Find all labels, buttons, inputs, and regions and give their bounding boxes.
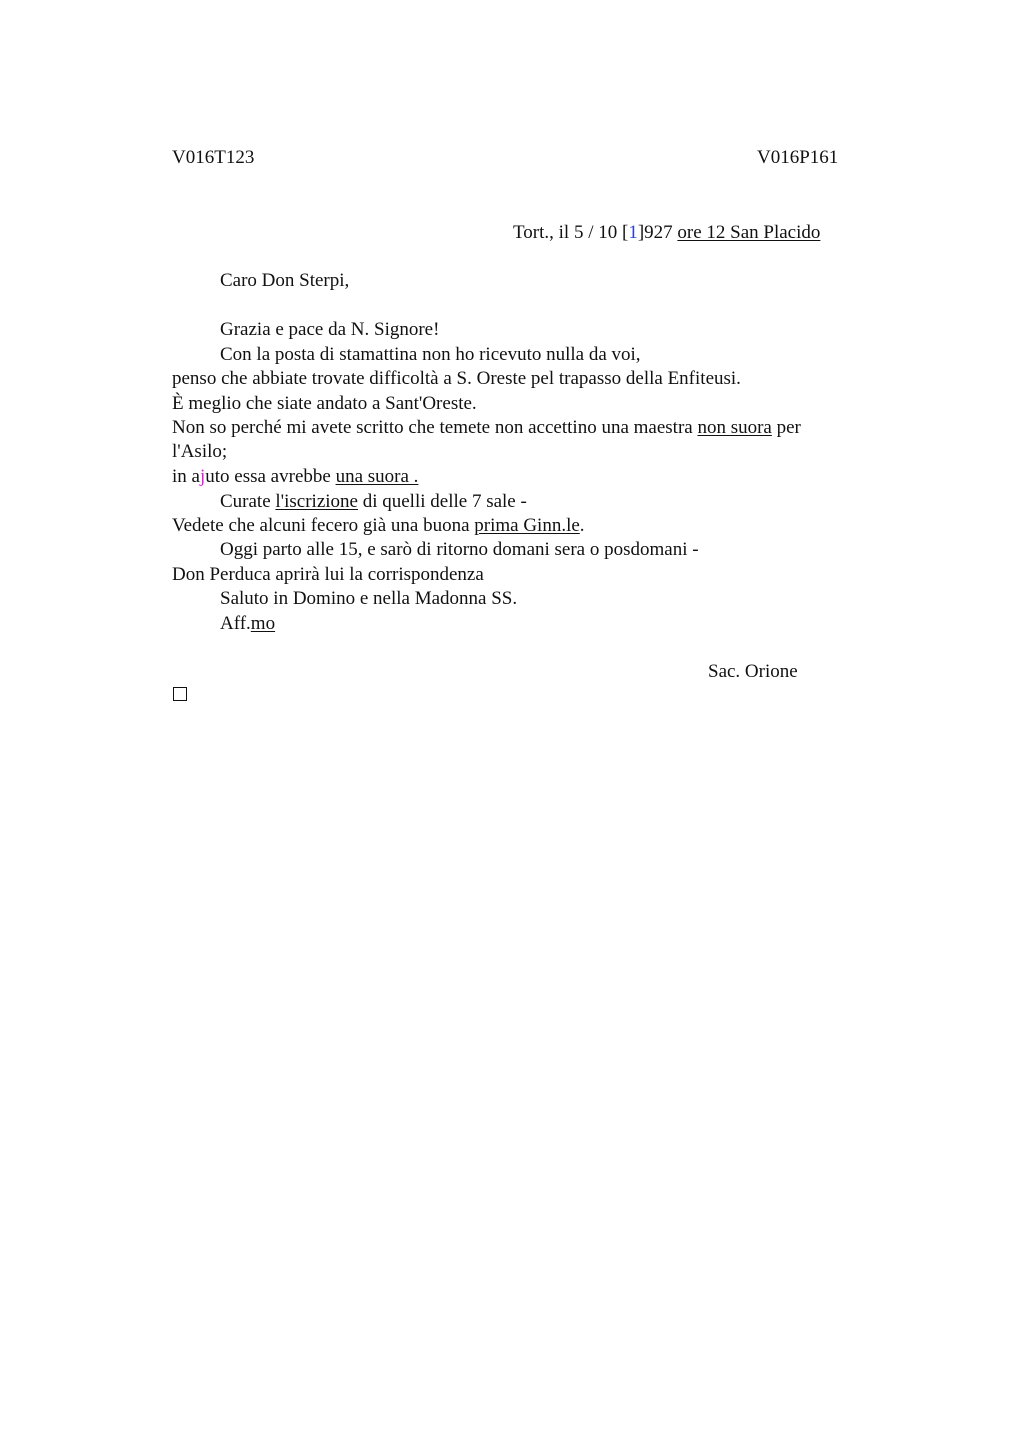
- body-line-8: [172, 515, 585, 537]
- dateline: [513, 222, 820, 244]
- body-line-11: Saluto in Domino e nella Madonna SS.: [220, 588, 518, 609]
- greeting: Grazia e pace da N. Signore!: [220, 319, 440, 340]
- body-line-6-text: uto essa avrebbe: [205, 466, 336, 487]
- body-line-7: [220, 491, 527, 513]
- body-line-5: l'Asilo;: [172, 441, 228, 462]
- closing-underlined: mo: [250, 613, 276, 634]
- right-code: V016P161: [757, 147, 839, 168]
- body-line-6-underlined: una suora .: [335, 466, 419, 487]
- body-line-3: È meglio che siate andato a Sant'Oreste.: [172, 393, 477, 414]
- left-code: V016T123: [172, 147, 255, 168]
- body-line-4-end: per: [771, 417, 801, 438]
- closing: [220, 613, 275, 635]
- body-line-8-end: .: [579, 515, 585, 536]
- salutation: Caro Don Sterpi,: [220, 270, 350, 291]
- body-line-6-start: in a: [172, 466, 200, 487]
- dateline-place: Tort., il 5 / 10 [: [513, 222, 629, 243]
- body-line-10: Don Perduca aprirà lui la corrispondenza: [172, 564, 484, 585]
- body-line-6: [172, 466, 418, 488]
- body-line-6-highlight: j: [199, 466, 206, 487]
- checkbox-square: [173, 687, 187, 701]
- body-line-7-end: di quelli delle 7 sale -: [357, 491, 527, 512]
- dateline-bracket-digit: 1: [628, 222, 638, 243]
- body-line-7-start: Curate: [220, 491, 276, 512]
- dateline-time-place: ore 12 San Placido: [677, 222, 821, 243]
- body-line-7-underlined: l'iscrizione: [275, 491, 358, 512]
- closing-start: Aff.: [220, 613, 251, 634]
- body-line-9: Oggi parto alle 15, e sarò di ritorno domani sera o posdomani -: [220, 539, 699, 560]
- body-line-2: penso che abbiate trovate difficoltà a S. Oreste pel trapasso della Enfiteusi.: [172, 368, 741, 389]
- body-line-1: Con la posta di stamattina non ho ricevuto nulla da voi,: [220, 344, 641, 365]
- body-line-4-underlined: non suora: [697, 417, 772, 438]
- dateline-year: ]927: [637, 222, 678, 243]
- body-line-4-text: Non so perché mi avete scritto che temete non accettino una maestra: [172, 417, 698, 438]
- body-line-8-start: Vedete che alcuni fecero già una buona: [172, 515, 475, 536]
- body-line-8-underlined: prima Ginn.le: [474, 515, 580, 536]
- signature: Sac. Orione: [708, 661, 798, 682]
- body-line-4: [172, 417, 801, 439]
